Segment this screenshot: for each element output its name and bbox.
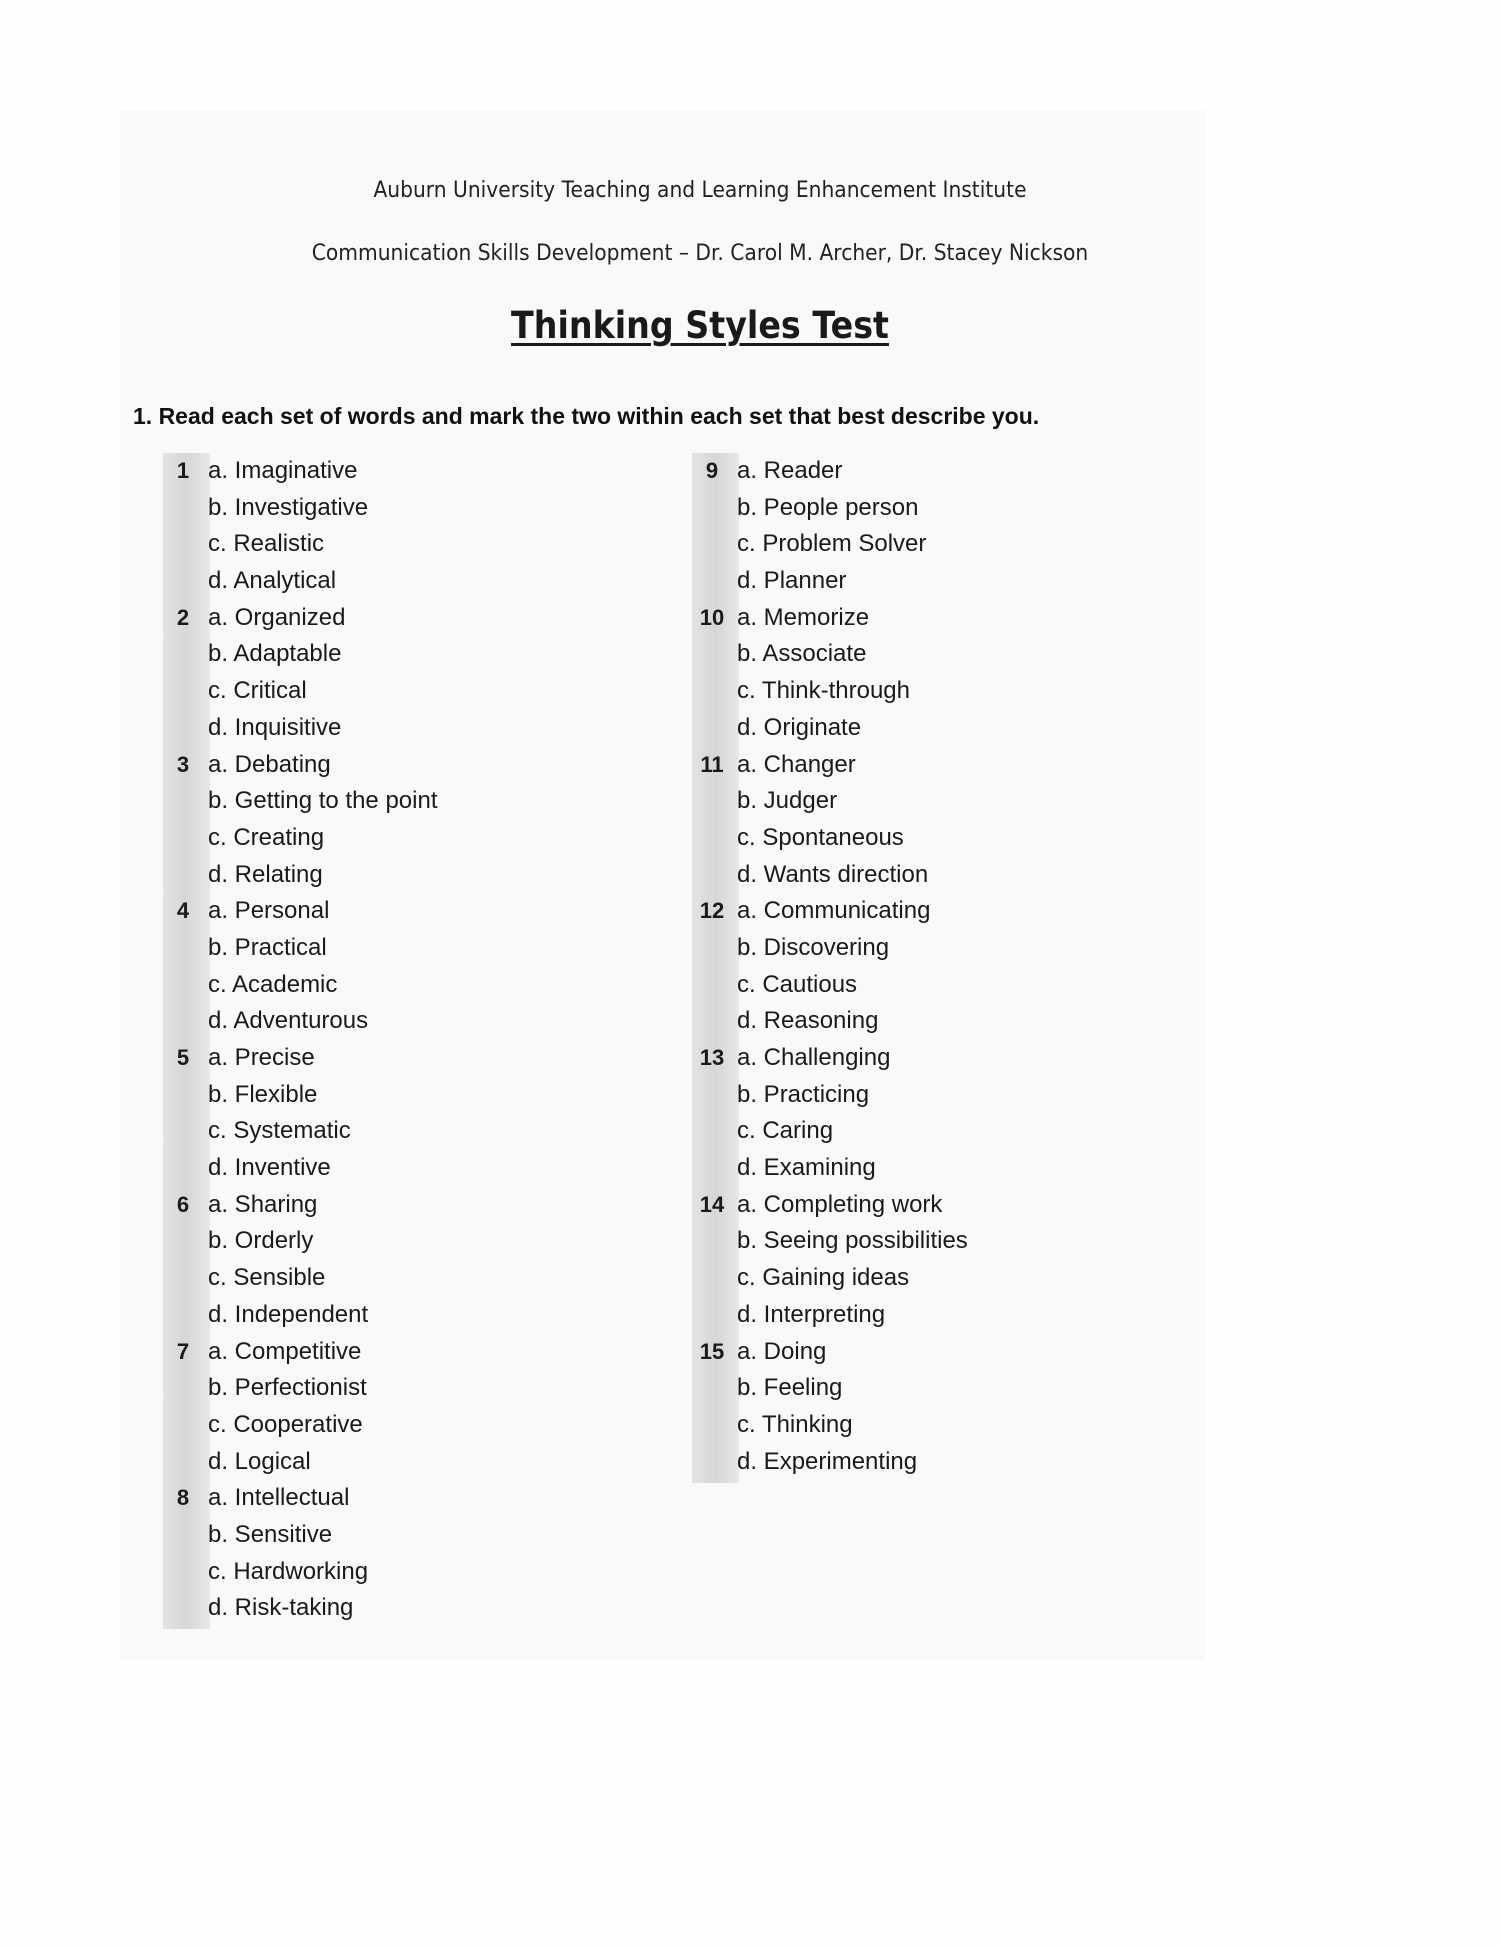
option-label: c. Hardworking [208,1557,369,1585]
option-label: b. Associate [737,640,867,668]
option-label: b. Practicing [737,1080,870,1108]
option-label: d. Adventurous [208,1007,369,1035]
option-label: d. Examining [737,1154,876,1182]
option-label: d. Analytical [208,567,337,595]
option-label: a. Communicating [737,897,931,925]
option-label: c. Cautious [737,970,858,998]
set-number: 12 [699,898,725,924]
set-number: 5 [176,1045,190,1070]
option-label: b. Flexible [208,1080,318,1108]
option-label: a. Imaginative [208,457,358,484]
option-label: b. Getting to the point [208,787,438,815]
option-label: a. Reader [737,457,843,484]
option-label: c. Caring [737,1117,834,1145]
option-label: a. Personal [208,897,330,925]
header-course: Communication Skills Development – Dr. Carol M. Archer, Dr. Stacey Nickson [311,241,1089,266]
set-number: 11 [700,751,724,777]
option-label: a. Precise [208,1044,315,1071]
set-number: 13 [699,1045,725,1070]
option-label: c. Cooperative [208,1410,363,1438]
option-label: c. Creating [208,823,325,851]
option-label: b. People person [737,493,919,521]
option-label: a. Completing work [737,1190,943,1218]
option-label: d. Planner [737,567,847,595]
option-label: a. Intellectual [208,1484,350,1512]
option-label: c. Thinking [737,1410,853,1438]
option-label: b. Judger [737,787,838,815]
option-label: b. Investigative [208,493,369,521]
option-label: c. Spontaneous [737,823,904,851]
option-label: d. Risk-taking [208,1594,354,1622]
option-label: a. Competitive [208,1337,362,1365]
option-label: d. Relating [208,860,323,888]
set-number: 3 [176,751,190,777]
option-label: b. Sensitive [208,1520,333,1548]
header-institute: Auburn University Teaching and Learning Enhancement Institute [373,178,1027,203]
page-title: Thinking Styles Test [511,304,889,347]
option-label: a. Memorize [737,603,870,631]
option-label: c. Think-through [737,677,910,705]
option-label: a. Doing [737,1337,827,1365]
option-label: c. Gaining ideas [737,1264,910,1292]
option-label: d. Inventive [208,1154,331,1182]
option-label: c. Critical [208,677,307,705]
set-number: 10 [699,604,725,630]
set-number: 14 [699,1191,725,1217]
option-label: b. Practical [208,933,327,961]
option-label: c. Sensible [208,1264,326,1292]
option-label: d. Experimenting [737,1447,918,1475]
option-label: b. Perfectionist [208,1374,367,1402]
set-number: 7 [176,1338,190,1364]
option-label: d. Interpreting [737,1300,886,1328]
option-label: a. Changer [737,750,856,778]
instruction: 1. Read each set of words and mark the two within each set that best describe you. [133,403,1040,429]
option-label: d. Inquisitive [208,713,342,741]
option-label: b. Seeing possibilities [737,1227,968,1255]
option-label: a. Debating [208,750,331,778]
option-label: b. Discovering [737,933,890,961]
set-number: 6 [176,1191,190,1217]
set-number: 2 [176,604,190,630]
option-label: c. Realistic [208,530,325,558]
option-label: d. Wants direction [737,860,929,888]
option-label: a. Sharing [208,1190,318,1218]
option-label: a. Challenging [737,1044,891,1071]
option-label: a. Organized [208,603,346,631]
option-label: c. Problem Solver [737,530,927,558]
set-number: 15 [699,1338,725,1364]
option-label: b. Feeling [737,1374,843,1402]
set-number: 9 [705,458,719,483]
option-label: d. Originate [737,713,862,741]
option-label: d. Logical [208,1447,311,1475]
set-number: 8 [176,1485,190,1511]
option-label: c. Academic [208,970,338,998]
set-number: 4 [176,898,190,924]
option-label: c. Systematic [208,1117,351,1145]
option-label: d. Independent [208,1300,369,1328]
option-label: b. Adaptable [208,640,342,668]
option-label: d. Reasoning [737,1007,879,1035]
option-label: b. Orderly [208,1227,314,1255]
set-number: 1 [176,458,190,483]
